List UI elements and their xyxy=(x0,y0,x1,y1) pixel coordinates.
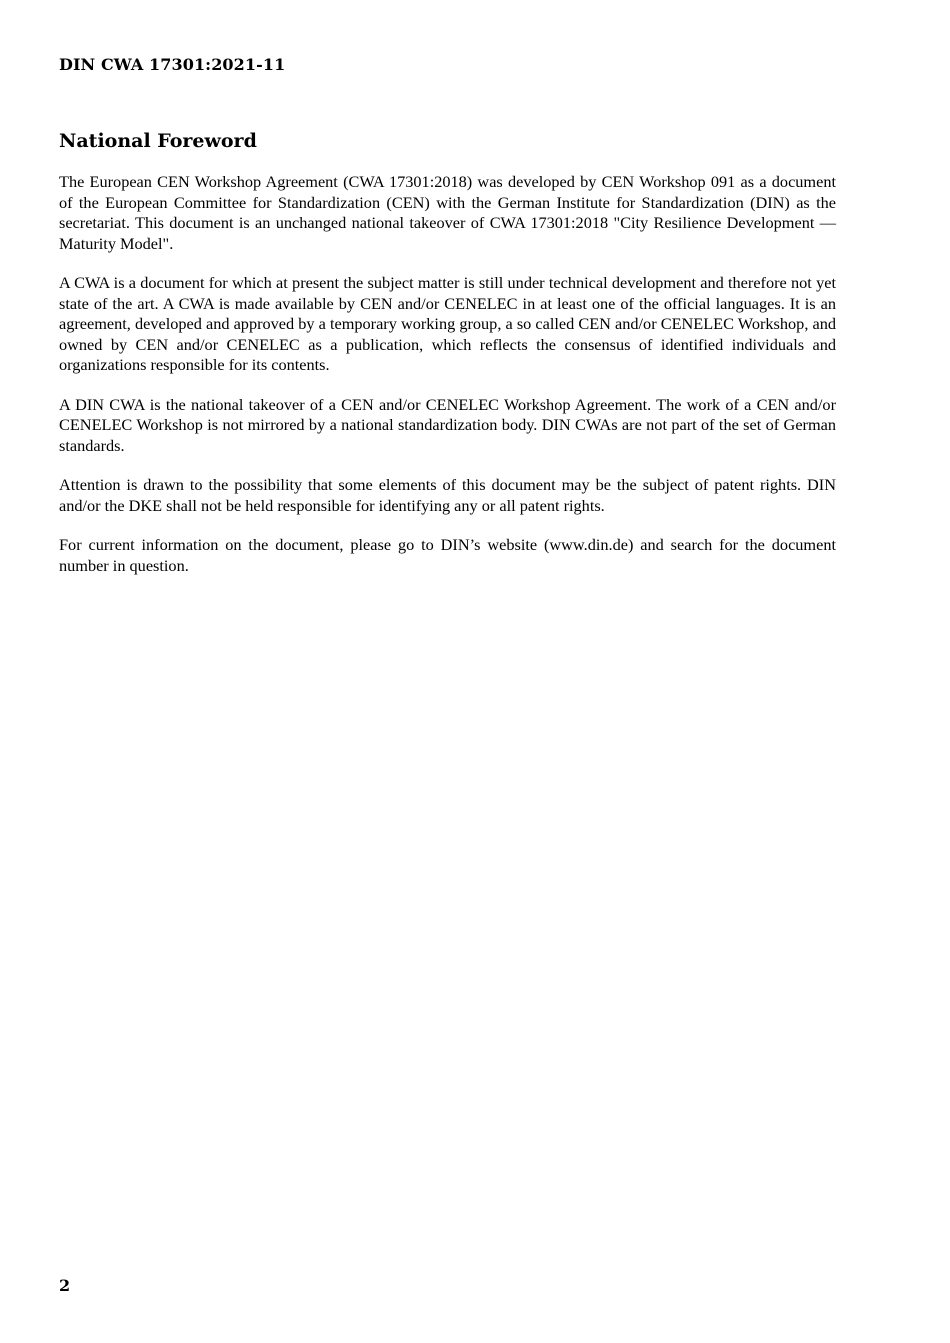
paragraph-cwa-origin: The European CEN Workshop Agreement (CWA 17301:2018) was developed by CEN Workshop 091 as a document of the European Committee for Standardization (CEN) with the German Institute for Standardization (DIN) as the secretariat. This document is an unchanged national takeover of CWA 17301:2018 "City Resilience Development — Maturity Model". xyxy=(59,172,836,253)
national-foreword-section xyxy=(59,128,836,595)
section-title: National Foreword xyxy=(59,130,257,152)
page-number: 2 xyxy=(59,1276,71,1295)
paragraph-cwa-definition: A CWA is a document for which at present the subject matter is still under technical development and therefore not yet state of the art. A CWA is made available by CEN and/or CENELEC in at least one of the official languages. It is an agreement, developed and approved by a temporary working group, a so called CEN and/or CENELEC Workshop, and owned by CEN and/or CENELEC as a publication, which reflects the consensus of identified individuals and organizations responsible for its contents. xyxy=(59,273,836,374)
paragraph-current-information: For current information on the document, please go to DIN’s website (www.din.de) and search for the document number in question. xyxy=(59,535,836,575)
paragraph-din-cwa: A DIN CWA is the national takeover of a CEN and/or CENELEC Workshop Agreement. The work of a CEN and/or CENELEC Workshop is not mirrored by a national standardization body. DIN CWAs are not part of the set of German standards. xyxy=(59,394,836,455)
paragraph-patent-rights: Attention is drawn to the possibility that some elements of this document may be the subject of patent rights. DIN and/or the DKE shall not be held responsible for identifying any or all patent rights. xyxy=(59,475,836,515)
document-id-header: DIN CWA 17301:2021-11 xyxy=(59,55,286,74)
